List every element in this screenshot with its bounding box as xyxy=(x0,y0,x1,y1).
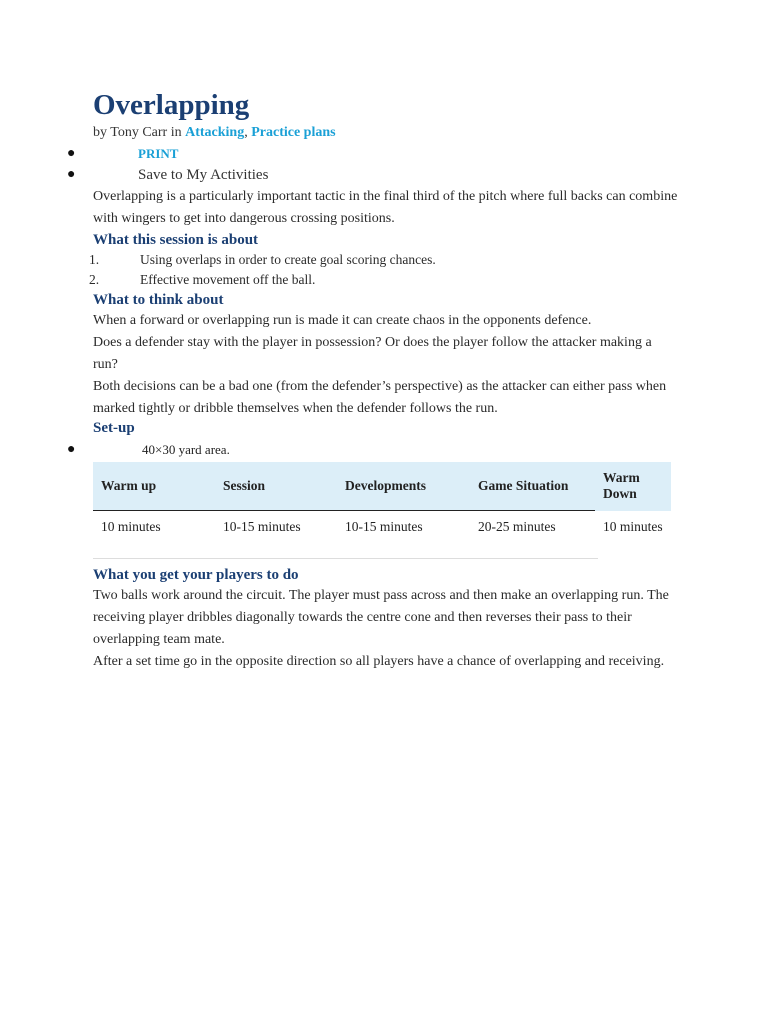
table-cell: 10-15 minutes xyxy=(215,511,337,560)
bullet-icon: ● xyxy=(67,146,76,161)
print-row xyxy=(67,144,678,164)
session-goals-list xyxy=(89,250,678,290)
print-button[interactable]: PRINT xyxy=(138,146,179,161)
think-paragraph: Does a defender stay with the player in possession? Or does the player follow the attacker making a run? xyxy=(93,335,652,372)
byline xyxy=(93,124,678,142)
table-header-cell: Warm up xyxy=(101,478,157,493)
table-header-cell: Developments xyxy=(345,478,426,493)
save-row xyxy=(67,165,678,185)
list-number: 1. xyxy=(89,252,100,267)
save-to-activities-button[interactable]: Save to My Activities xyxy=(138,167,269,183)
article xyxy=(67,88,678,673)
table-header-cell: Warm Down xyxy=(603,470,640,502)
list-item-text: Effective movement off the ball. xyxy=(140,272,316,287)
table-cell: 10 minutes xyxy=(93,511,215,560)
table-header-row xyxy=(93,462,671,511)
list-number: 2. xyxy=(89,272,100,287)
list-item-text: Using overlaps in order to create goal scoring chances. xyxy=(140,252,436,267)
schedule-table xyxy=(93,462,671,559)
section-heading-think-about: What to think about xyxy=(93,292,224,308)
list-item xyxy=(89,270,678,290)
table-divider xyxy=(93,558,598,559)
table-header-cell: Game Situation xyxy=(478,478,569,493)
bullet-icon: ● xyxy=(67,442,76,457)
think-paragraph: When a forward or overlapping run is made it can create chaos in the opponents defence. xyxy=(93,313,592,328)
category-link-attacking[interactable]: Attacking xyxy=(185,125,245,140)
think-paragraph: Both decisions can be a bad one (from the defender’s perspective) as the attacker can either pass when marked tightly or dribble themselves when the defender follows the run. xyxy=(93,379,667,416)
players-paragraph: After a set time go in the opposite direction so all players have a chance of overlapping and receiving. xyxy=(93,654,665,669)
setup-item xyxy=(67,440,678,460)
section-heading-session-about: What this session is about xyxy=(93,232,259,248)
setup-item-text: 40×30 yard area. xyxy=(142,442,230,457)
table-row xyxy=(93,511,671,560)
page-title: Overlapping xyxy=(93,89,250,121)
table-cell: 10-15 minutes xyxy=(337,511,470,560)
category-separator: , xyxy=(244,125,248,140)
byline-prefix: by Tony Carr in xyxy=(93,125,186,140)
table-cell: 10 minutes xyxy=(603,518,663,534)
table-header-cell: Session xyxy=(223,478,266,493)
table-cell: 20-25 minutes xyxy=(470,511,595,560)
bullet-icon: ● xyxy=(67,167,76,182)
players-paragraph: Two balls work around the circuit. The player must pass across and then make an overlapping run. The receiving player dribbles diagonally towards the centre cone and then reverses their pass to their overlapping team mate. xyxy=(93,588,669,647)
section-heading-setup: Set-up xyxy=(93,420,135,436)
section-heading-players-do: What you get your players to do xyxy=(93,567,299,583)
category-link-practice-plans[interactable]: Practice plans xyxy=(251,125,336,140)
intro-paragraph: Overlapping is a particularly important tactic in the final third of the pitch where full backs can combine with wingers to get into dangerous crossing positions. xyxy=(93,189,678,226)
list-item xyxy=(89,250,678,270)
